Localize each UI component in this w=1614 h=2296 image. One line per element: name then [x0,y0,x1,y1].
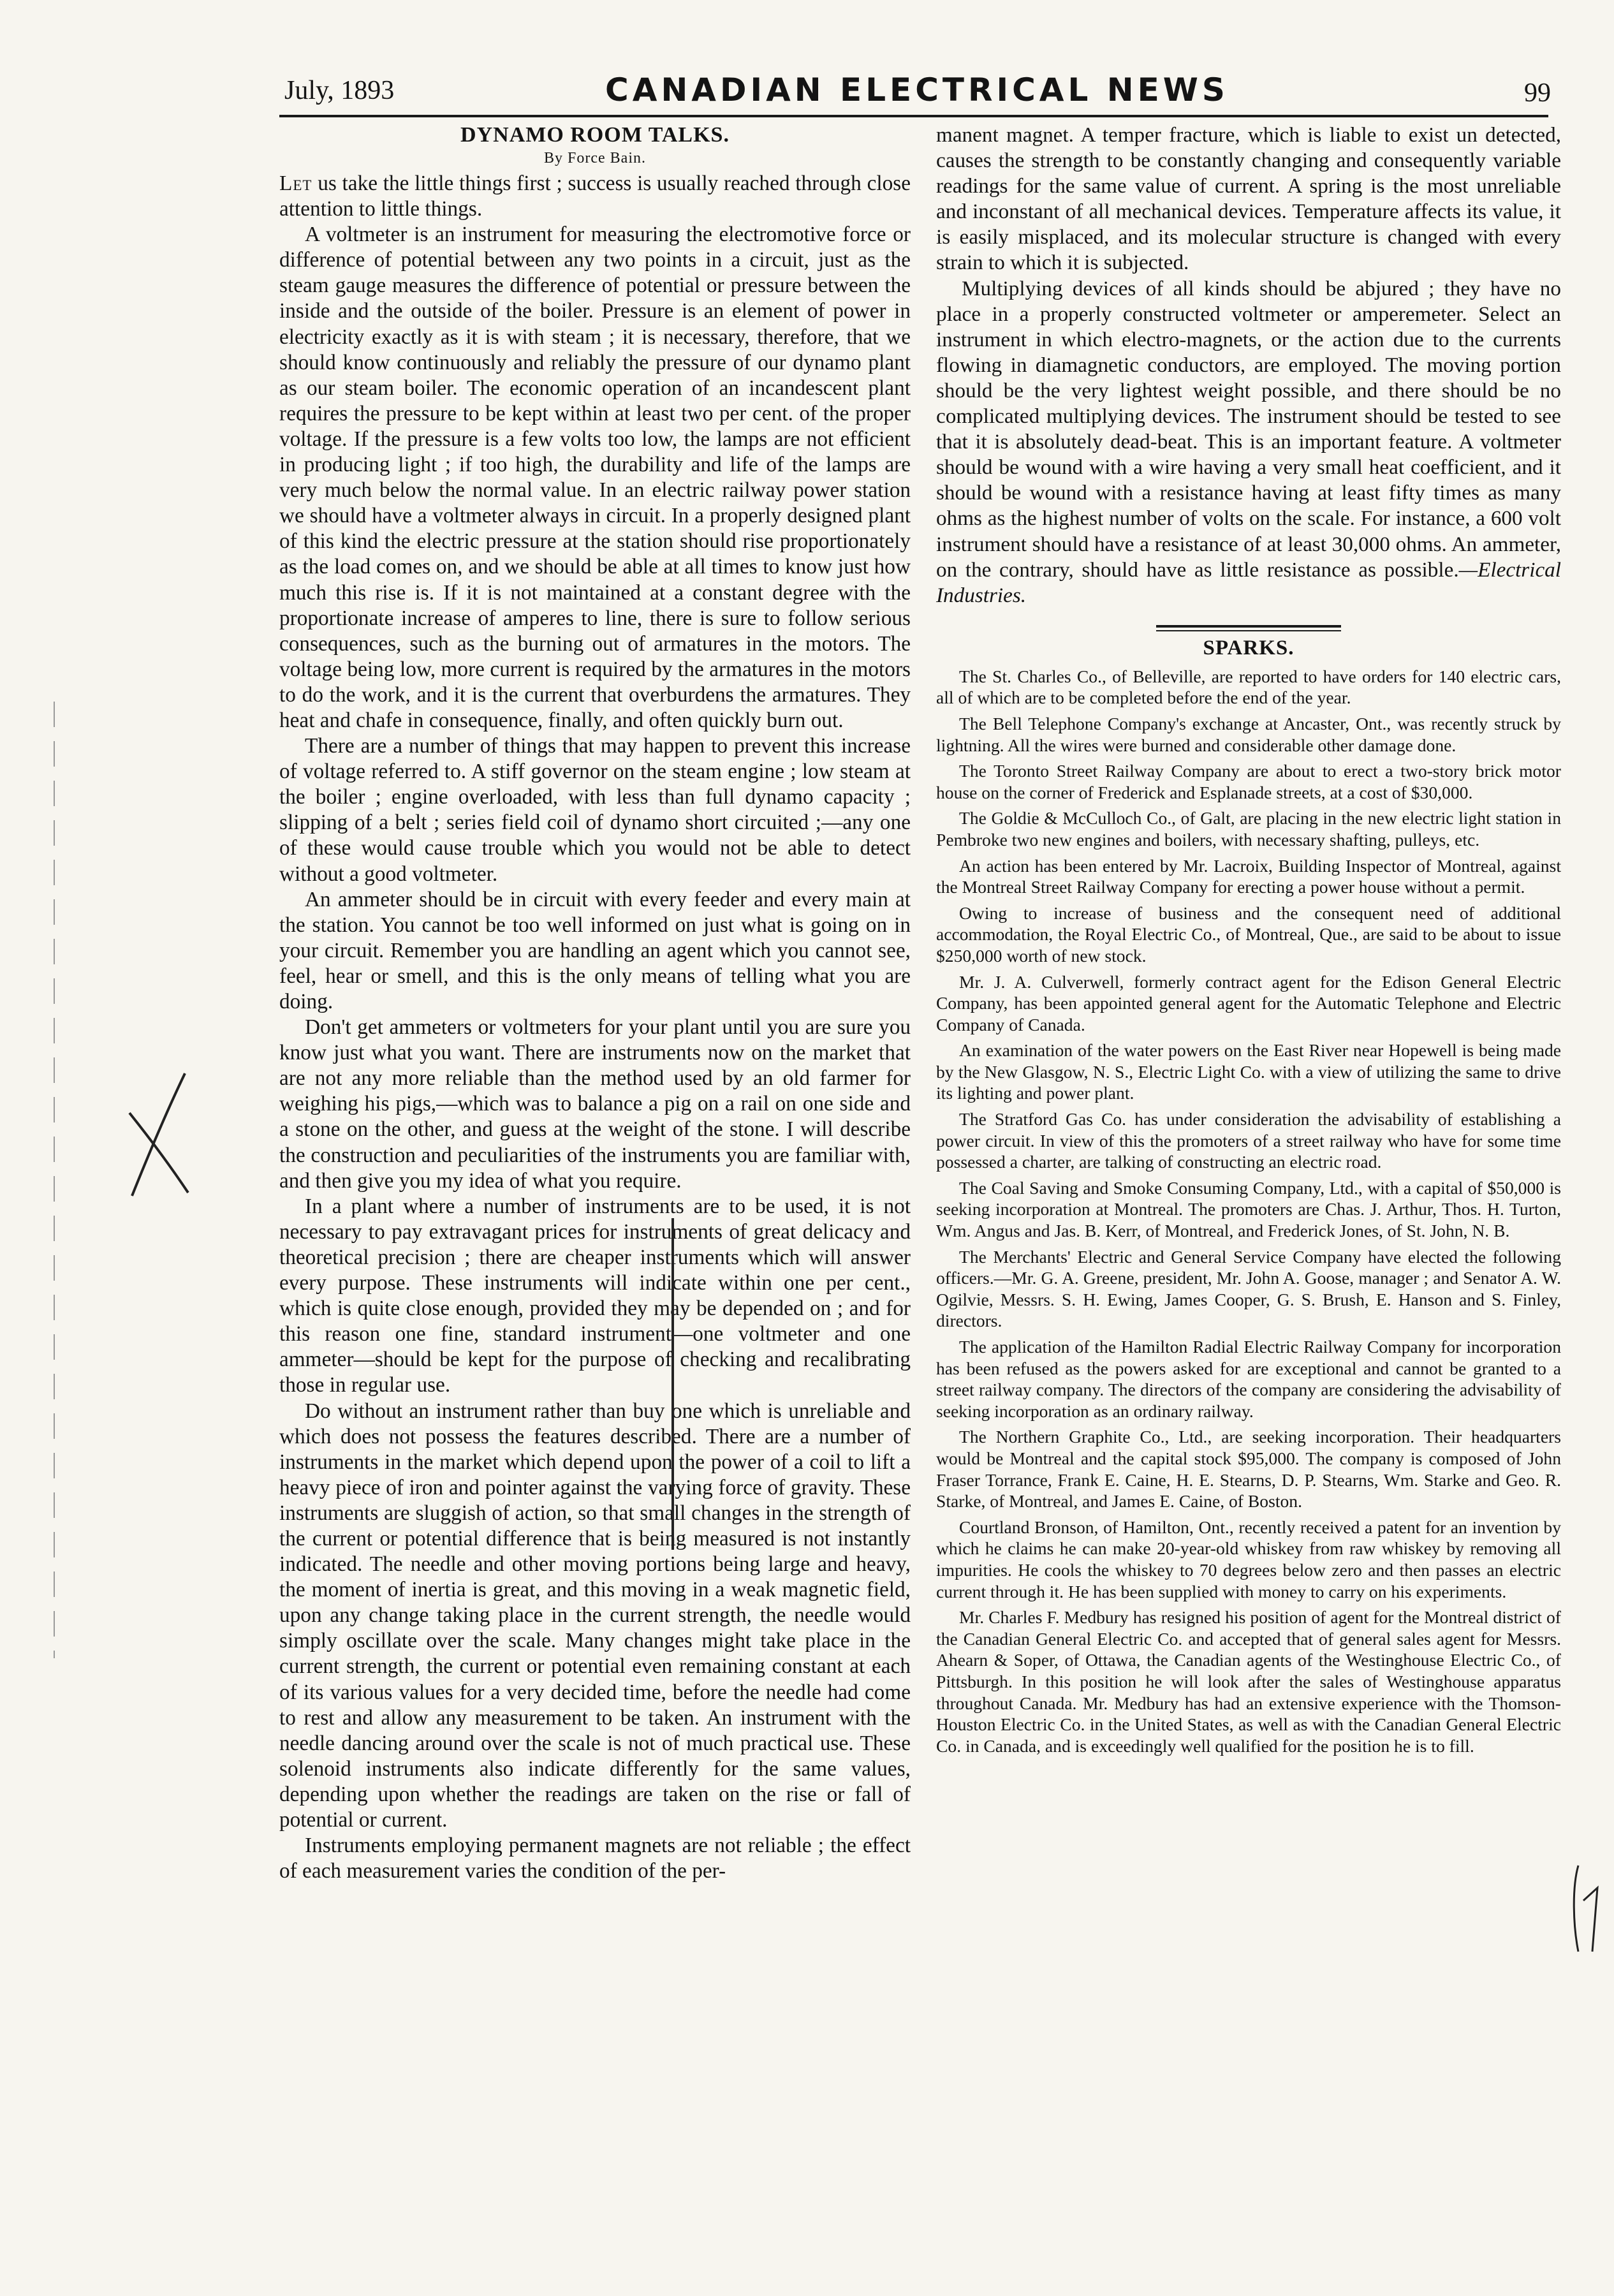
section-divider [1156,625,1341,628]
article-paragraph: In a plant where a number of instruments are to be used, it is not necessary to pay extravagant prices for instruments of great delicacy and theoretical precision ; there are cheaper instruments which will answer every purpose. These instruments will indicate within one per cent., which is quite close enough, provided they may be depended on ; and for this reason one fine, standard instrument—one voltmeter and one ammeter—should be kept for the purpose of checking and recalibrating those in regular use. [279,1194,911,1397]
article-continuation: manent magnet. A temper fracture, which is liable to exist un detected, causes the strength to be constantly changing and consequently variable readings for the same value of current. A spring is the most unreliable and inconstant of all mechanical devices. Temperature affects its value, it is easily misplaced, and its molecular structure is changed with every strain to which it is subjected. [936,123,1561,275]
article-paragraph: Instruments employing permanent magnets are not reliable ; the effect of each measurement varies the condition of the per- [279,1834,911,1883]
sparks-item: The Coal Saving and Smoke Consuming Company, Ltd., with a capital of $50,000 is seeking incorporation at Montreal. The promoters are Chas. J. Arthur, Thos. H. Turton, Wm. Angus and Jas. B. Kerr, of Montreal, and Frederick Jones, of St. John, N. B. [936,1177,1561,1241]
article-byline: By Force Bain. [544,150,646,166]
article-paragraph: There are a number of things that may happen to prevent this increase of voltage referred to. A stiff governor on the steam engine ; low steam at the boiler ; engine overloaded, with less than full dynamo capacity ; slipping of a belt ; series field coil of dynamo short circuited ;—any one of these would cause trouble which you would not be able to detect without a good voltmeter. [279,734,911,886]
sparks-item: The Bell Telephone Company's exchange at Ancaster, Ont., was recently struck by lightning. All the wires were burned and considerable other damage done. [936,713,1561,755]
article-continuation: Multiplying devices of all kinds should be abjured ; they have no place in a properly constructed voltmeter or amperemeter. Select an instrument in which electro-magnets, or the action due to the currents flowing in diamagnetic conductors, are employed. The moving portion should be the very lightest weight possible, and there should be no complicated multiplying devices. The instrument should be tested to see that it is absolutely dead-beat. This is an important feature. A voltmeter should be wound with a wire having a very small heat coefficient, and it should be wound with a resistance having at least fifty times as many ohms as the highest number of volts on the scale. For instance, a 600 volt instrument should have a resistance of at least 30,000 ohms. An ammeter, on the contrary, should have as little resistance as possible.—Electrical Industries. [936,276,1561,607]
right-column [936,122,1561,1761]
drop-word: Let [279,172,312,195]
sparks-item: An action has been entered by Mr. Lacroix, Building Inspector of Montreal, against the Montreal Street Railway Company for erecting a power house without a permit. [936,855,1561,897]
sparks-item: Mr. J. A. Culverwell, formerly contract agent for the Edison General Electric Company, has been appointed general agent for the Automatic Telephone and Electric Company of Canada. [936,971,1561,1034]
article-paragraph: A voltmeter is an instrument for measuring the electromotive force or difference of potential between any two points in a circuit, just as the steam gauge measures the difference of potential or pressure between the inside and the outside of the boiler. Pressure is an element of power in electricity exactly as it is with steam ; it is necessary, therefore, that we should know continuously and reliably the pressure of our dynamo plant as our steam boiler. The economic operation of an incandescent plant requires the pressure to be kept within at least two per cent. of the proper voltage. If the pressure is a few volts too low, the lamps are not efficient in producing light ; if too high, the durability and life of the lamps are very much below the normal value. In an electric railway power station we should have a voltmeter always in circuit. In a properly designed plant of this kind the electric pressure at the station should rise proportionately as the load comes on, and we should be able at all times to know just how much this rise is. If it is not maintained at a constant degree with the proportionate increase of amperes to line, there is sure to follow serious consequences, such as the burning out of armatures in the motors. The voltage being low, more current is required by the armatures in the motors to do the work, and it is the current that overburdens the armatures. They heat and chafe in consequence, finally, and often quickly burn out. [279,223,911,732]
article-paragraph: Let us take the little things first ; success is usually reached through close attention to little things. [279,172,911,221]
sparks-list [936,666,1561,1757]
sparks-item: Mr. Charles F. Medbury has resigned his position of agent for the Montreal district of the Canadian General Electric Co. and accepted that of general sales agent for Messrs. Ahearn & Soper, of Ottawa, the Canadian agents of the Westinghouse Electric Co., of Pittsburgh. In this position he will look after the sales of Westinghouse apparatus throughout Canada. Mr. Medbury has had an extensive experience with the Thomson-Houston Electric Co. in the United States, as well as with the Canadian General Electric Co. in Canada, and is exceedingly well qualified for the position he is to fill. [936,1607,1561,1756]
header-rule [279,115,1548,117]
issue-date: July, 1893 [284,76,395,105]
section-divider-thin [1156,630,1341,631]
margin-bracket-mark [1566,1862,1604,1958]
sparks-item: The Merchants' Electric and General Service Company have elected the following officers.—Mr. G. A. Greene, president, Mr. John A. Goose, manager ; and Senator A. W. Ogilvie, Messrs. S. H. Ewing, James Cooper, G. S. Brush, E. Hanson and S. Finley, directors. [936,1246,1561,1331]
article-paragraph: An ammeter should be in circuit with every feeder and every main at the station. You cannot be too well informed on just what is going on in your circuit. Remember you are handling an agent which you cannot see, feel, hear or smell, and this is the only means of telling what you are doing. [279,887,911,1013]
page-header [279,71,1555,110]
sparks-item: The St. Charles Co., of Belleville, are reported to have orders for 140 electric cars, all of which are to be completed before the end of the year. [936,666,1561,708]
sparks-item: The Stratford Gas Co. has under consideration the advisability of establishing a power circuit. In view of this the promoters of a street railway who have for some time possessed a charter, are talking of constructing an electric road. [936,1109,1561,1172]
sparks-item: Owing to increase of business and the consequent need of additional accommodation, the Royal Electric Co., of Montreal, Que., are said to be about to issue $250,000 worth of new stock. [936,902,1561,966]
margin-ink-bar [668,1218,677,1550]
article-paragraph: Do without an instrument rather than buy one which is unreliable and which does not possess the features described. There are a number of instruments in the market which depend upon the power of a coil to lift a heavy piece of iron and pointer against the varying force of gravity. These instruments are sluggish of action, so that small changes in the strength of the current or potential difference that is being measured is not instantly indicated. The needle and other moving portions being large and heavy, the moment of inertia is great, and this moving in a weak magnetic field, upon any change taking place in the current strength, the needle would simply oscillate over the scale. Many changes might take place in the current strength, the current or potential even remaining constant at each of its various values for a very decided time, before the needle had come to rest and allow any measurement to be taken. An instrument with the needle dancing around over the scale is not of much practical use. These solenoid instruments also indicate differently for the same values, depending upon whether the readings are taken on the rise or fall of potential or current. [279,1399,911,1832]
publication-title: CANADIAN ELECTRICAL NEWS [605,71,1229,108]
sparks-item: The application of the Hamilton Radial Electric Railway Company for incorporation has been refused as the powers asked for are exceptional and cannot be granted to a street railway company. The directors of the company are considering the advisability of seeking incorporation as an ordinary railway. [936,1337,1561,1421]
sparks-item: The Toronto Street Railway Company are about to erect a two-story brick motor house on the corner of Frederick and Esplanade streets, at a cost of $30,000. [936,761,1561,802]
page-number: 99 [1524,78,1551,108]
article-title: DYNAMO ROOM TALKS. [460,123,730,147]
margin-pencil-line [48,702,61,1658]
article-paragraph: Don't get ammeters or voltmeters for your plant until you are sure you know just what you want. There are instruments now on the market that are not any more reliable than the method used by an old farmer for weighing his pigs,—which was to balance a pig on a rail on one side and a stone on the other, and guess at the weight of the stone. I will describe the construction and peculiarities of the instruments you are familiar with, and then give you my idea of what you require. [279,1015,911,1193]
left-column [279,122,911,1884]
sparks-item: The Northern Graphite Co., Ltd., are seeking incorporation. Their headquarters would be Montreal and the capital stock $95,000. The company is composed of John Fraser Torrance, Frank E. Caine, H. E. Stearns, D. P. Stearns, Wm. Starke and Geo. R. Starke, of Montreal, and James E. Caine, of Boston. [936,1427,1561,1512]
article-source: —Electrical Industries. [936,557,1561,607]
sparks-item: Courtland Bronson, of Hamilton, Ont., recently received a patent for an invention by which he claims he can make 20-year-old whiskey from raw whiskey by removing all impurities. He cools the whiskey to 70 degrees below zero and then passes an electric current through it. He has been supplied with money to carry on his experiments. [936,1517,1561,1601]
sparks-item: The Goldie & McCulloch Co., of Galt, are placing in the new electric light station in Pembroke two new engines and boilers, with necessary shafting, pulleys, etc. [936,808,1561,850]
handwritten-x-mark [124,1068,194,1202]
sparks-item: An examination of the water powers on the East River near Hopewell is being made by the New Glasgow, N. S., Electric Light Co. with a view of utilizing the same to drive its lighting and power plant. [936,1040,1561,1103]
sparks-heading: SPARKS. [1203,636,1295,659]
